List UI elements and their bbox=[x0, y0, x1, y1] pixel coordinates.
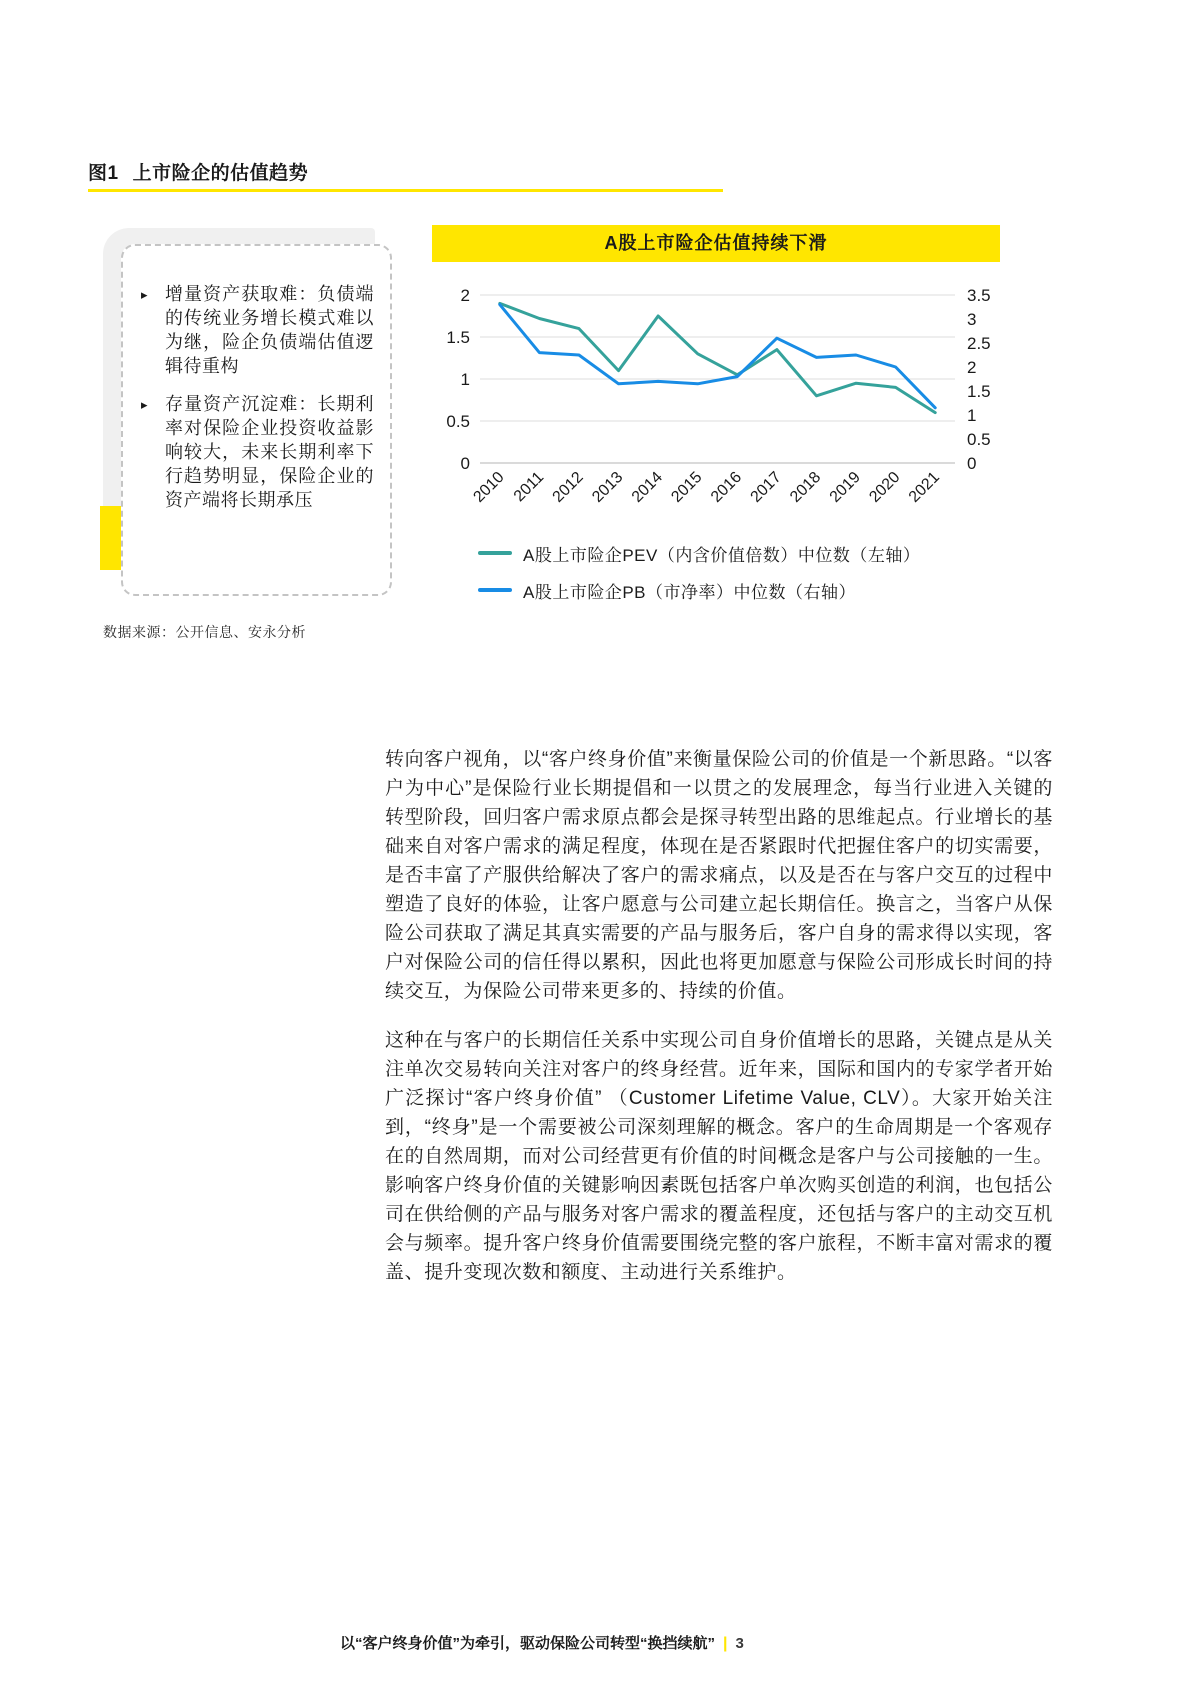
figure-label: 图1 bbox=[88, 163, 119, 184]
paragraph: 转向客户视角，以“客户终身价值”来衡量保险公司的价值是一个新思路。“以客户为中心”是保险行业长期提倡和一以贯之的发展理念，每当行业进入关键的转型阶段，回归客户需求原点都会是探寻转型出路的思维起点。行业增长的基础来自对客户需求的满足程度，体现在是否紧跟时代把握住客户的切实需要，是否丰富了产服供给解决了客户的需求痛点，以及是否在与客户交互的过程中塑造了良好的体验，让客户愿意与公司建立起长期信任。换言之，当客户从保险公司获取了满足其真实需要的产品与服务后，客户自身的需求得以实现，客户对保险公司的信任得以累积，因此也将更加愿意与保险公司形成长时间的持续交互，为保险公司带来更多的、持续的价值。 bbox=[385, 749, 1053, 1002]
legend-label: A股上市险企PB（市净率）中位数（右轴） bbox=[523, 582, 857, 602]
svg-text:1.5: 1.5 bbox=[967, 382, 991, 401]
list-item bbox=[141, 392, 374, 512]
svg-text:1: 1 bbox=[967, 406, 977, 425]
legend-item bbox=[478, 542, 1000, 564]
svg-text:2014: 2014 bbox=[628, 468, 666, 506]
footer-page-number: 3 bbox=[735, 1635, 744, 1652]
svg-text:3.5: 3.5 bbox=[967, 286, 991, 305]
paragraph: 这种在与客户的长期信任关系中实现公司自身价值增长的思路，关键点是从关注单次交易转向关注对客户的终身经营。近年来，国际和国内的专家学者开始广泛探讨“客户终身价值” （Customer Lifetime Value, CLV）。大家开始关注到，“终身”是一个需要被公司深刻理解的概念。客户的生命周期是一个客观存在的自然周期，而对公司经营更有价值的时间概念是客户与公司接触的一生。影响客户终身价值的关键影响因素既包括客户单次购买创造的利润，也包括公司在供给侧的产品与服务对客户需求的覆盖程度，还包括与客户的主动交互机会与频率。提升客户终身价值需要围绕完整的客户旅程，不断丰富对需求的覆盖、提升变现次数和额度、主动进行关系维护。 bbox=[385, 1030, 1053, 1283]
svg-text:2013: 2013 bbox=[589, 468, 627, 506]
svg-text:1: 1 bbox=[460, 370, 470, 389]
svg-text:0.5: 0.5 bbox=[967, 430, 991, 449]
legend-label: A股上市险企PEV（内含价值倍数）中位数（左轴） bbox=[523, 545, 921, 565]
svg-text:0.5: 0.5 bbox=[446, 412, 470, 431]
triangle-bullet-icon: ▸ bbox=[141, 287, 148, 302]
valuation-chart bbox=[432, 225, 1000, 616]
figure-title-rule bbox=[88, 189, 723, 192]
svg-text:0: 0 bbox=[967, 454, 977, 473]
chart-title-banner: A股上市险企估值持续下滑 bbox=[432, 225, 1000, 262]
svg-text:2: 2 bbox=[967, 358, 977, 377]
svg-text:2015: 2015 bbox=[668, 468, 706, 506]
svg-text:2012: 2012 bbox=[549, 468, 587, 506]
legend-line-swatch bbox=[478, 588, 512, 592]
list-item bbox=[141, 282, 374, 378]
svg-text:3: 3 bbox=[967, 310, 977, 329]
svg-text:2: 2 bbox=[460, 286, 470, 305]
svg-text:2.5: 2.5 bbox=[967, 334, 991, 353]
bullet-text: 存量资产沉淀难：长期利率对保险企业投资收益影响较大，未来长期利率下行趋势明显，保险企业的资产端将长期承压 bbox=[165, 394, 374, 510]
legend-item bbox=[478, 579, 1000, 601]
svg-text:2020: 2020 bbox=[866, 468, 904, 506]
body-text bbox=[385, 745, 1053, 1307]
valuation-chart-svg bbox=[432, 270, 1000, 520]
svg-text:1.5: 1.5 bbox=[446, 328, 470, 347]
triangle-bullet-icon: ▸ bbox=[141, 397, 148, 412]
figure-title: 上市险企的估值趋势 bbox=[132, 163, 309, 184]
svg-text:2011: 2011 bbox=[510, 468, 548, 506]
insight-callout bbox=[121, 244, 392, 596]
footer-text: 以“客户终身价值”为牵引，驱动保险公司转型“换挡续航” bbox=[340, 1635, 716, 1652]
page-footer bbox=[340, 1632, 744, 1653]
svg-text:2021: 2021 bbox=[905, 468, 944, 506]
svg-text:2018: 2018 bbox=[787, 468, 825, 506]
chart-legend bbox=[432, 542, 1000, 601]
legend-line-swatch bbox=[478, 551, 512, 555]
svg-text:0: 0 bbox=[460, 454, 470, 473]
svg-text:2017: 2017 bbox=[747, 468, 785, 506]
svg-text:2019: 2019 bbox=[826, 468, 864, 506]
svg-text:2016: 2016 bbox=[707, 468, 746, 506]
source-note: 数据来源：公开信息、安永分析 bbox=[103, 624, 306, 640]
footer-separator-icon: | bbox=[723, 1635, 728, 1652]
svg-text:2010: 2010 bbox=[470, 468, 508, 506]
figure-heading bbox=[88, 158, 308, 185]
bullet-text: 增量资产获取难：负债端的传统业务增长模式难以为继，险企负债端估值逻辑待重构 bbox=[165, 284, 374, 376]
